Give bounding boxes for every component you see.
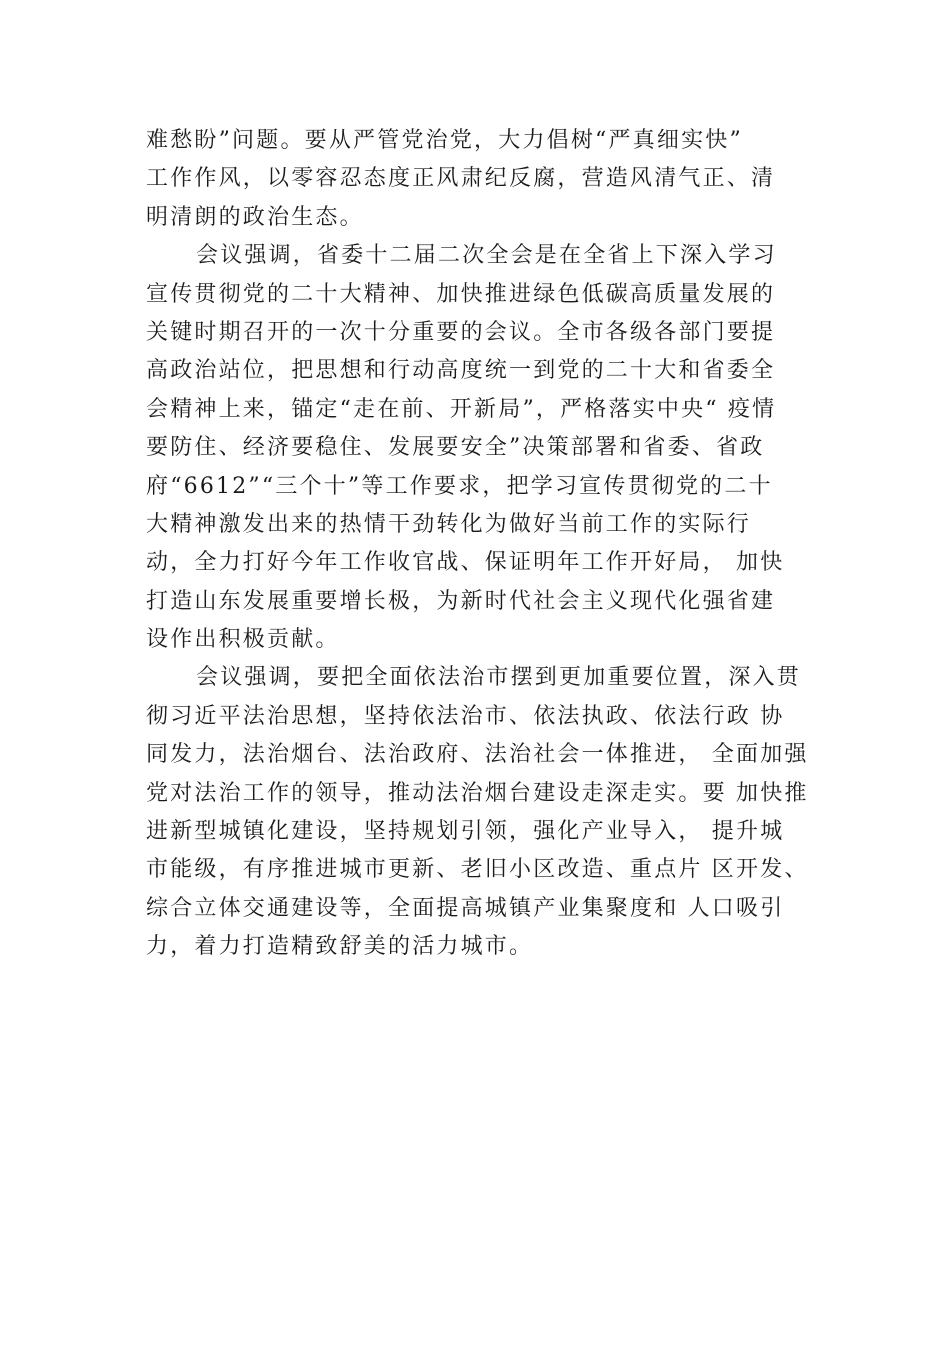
paragraph-2 [146, 237, 826, 659]
paragraph-3 [146, 659, 826, 966]
text-line: 大精神激发出来的热情干劲转化为做好当前工作的实际行 [146, 511, 752, 537]
text-line: 综合立体交通建设等，全面提高城镇产业集聚度和 人口吸引 [146, 895, 785, 921]
text-line: 工作作风，以零容忍态度正风肃纪反腐，营造风清气正、清 [146, 166, 776, 192]
text-line: 明清朗的政治生态。 [146, 204, 364, 230]
document-body [146, 122, 826, 967]
text-line: 府“6612”“三个十”等工作要求，把学习宣传贯彻党的二十 [146, 473, 773, 499]
text-line: 彻习近平法治思想，坚持依法治市、依法执政、依法行政 协 [146, 703, 785, 729]
text-line: 进新型城镇化建设，坚持规划引领，强化产业导入， 提升城 [146, 819, 785, 845]
text-line: 设作出积极贡献。 [146, 627, 340, 653]
text-line: 宣传贯彻党的二十大精神、加快推进绿色低碳高质量发展的 [146, 281, 776, 307]
text-line: 同发力，法治烟台、法治政府、法治社会一体推进， 全面加强 [146, 742, 809, 768]
text-line: 力，着力打造精致舒美的活力城市。 [146, 934, 534, 960]
text-line: 打造山东发展重要增长极，为新时代社会主义现代化强省建 [146, 588, 776, 614]
text-line: 市能级，有序推进城市更新、老旧小区改造、重点片 区开发、 [146, 857, 809, 883]
paragraph-1 [146, 122, 826, 237]
text-line: 高政治站位，把思想和行动高度统一到党的二十大和省委全 [146, 358, 776, 384]
text-line: 要防住、经济要稳住、发展要安全”决策部署和省委、省政 [146, 435, 765, 461]
text-line: 难愁盼”问题。要从严管党治党，大力倡树“严真细实快” [146, 128, 743, 153]
text-line: 会精神上来，锚定“走在前、开新局”，严格落实中央“ 疫情 [146, 396, 777, 422]
text-line: 会议强调，要把全面依法治市摆到更加重要位置，深入贯 [196, 665, 802, 691]
text-line: 会议强调，省委十二届二次全会是在全省上下深入学习 [196, 243, 777, 269]
text-line: 动，全力打好今年工作收官战、保证明年工作开好局， 加快 [146, 550, 785, 576]
text-line: 关键时期召开的一次十分重要的会议。全市各级各部门要提 [146, 319, 776, 345]
text-line: 党对法治工作的领导，推动法治烟台建设走深走实。要 加快推 [146, 780, 809, 806]
